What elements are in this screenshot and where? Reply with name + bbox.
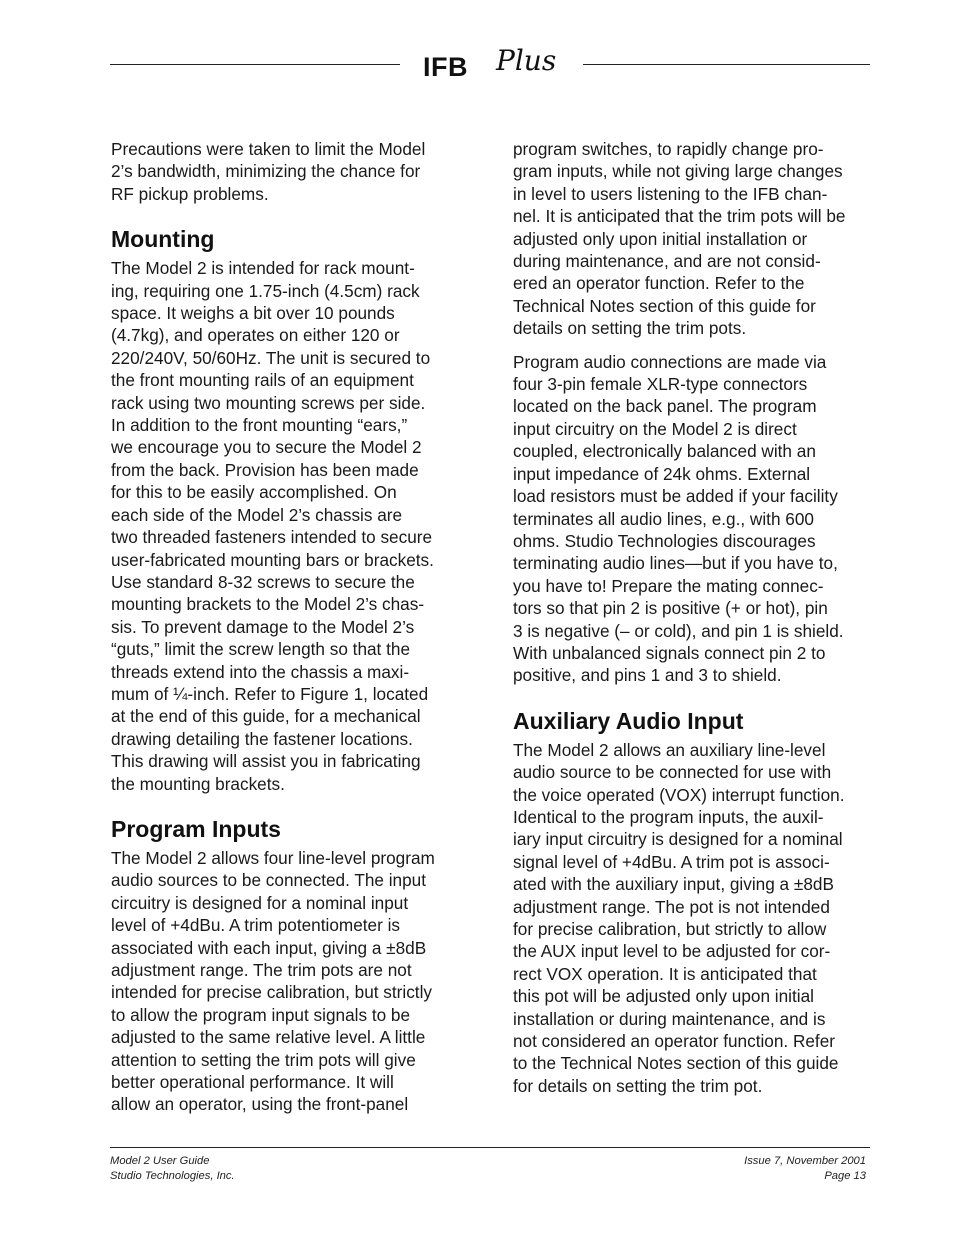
footer-page-number: Page 13 — [824, 1169, 866, 1182]
page-header — [110, 40, 870, 90]
footer-left — [110, 1154, 235, 1183]
mounting-paragraph: The Model 2 is intended for rack mount- ing, requiring one 1.75-inch (4.5cm) rack space. It weighs a bit over 10 pounds (4.7kg), and operates on either 120 or 220/240V, 50/60Hz. The unit is secured to the front mounting rails of an equipment rack using two mounting screws per side. In addition to the front mounting “ears,” we encourage you to secure the Model 2 from the back. Provision has been made for this to be easily accomplished. On each side of the Model 2’s chassis are two threaded fasteners intended to secure user-fabricated mounting bars or brackets. Use standard 8-32 screws to secure the mounting brackets to the Model 2’s chas- sis. To prevent damage to the Model 2’s “guts,” limit the screw length so that the threads extend into the chassis a maxi- mum of ¼-inch. Refer to Figure 1, located at the end of this guide, for a mechanical drawing detailing the fastener locations. This drawing will assist you in fabricating the mounting brackets. — [111, 258, 434, 794]
mounting-heading: Mounting — [111, 226, 215, 253]
header-rule-right — [583, 64, 870, 65]
ifb-plus-logo — [423, 44, 563, 86]
auxiliary-input-paragraph: The Model 2 allows an auxiliary line-level audio source to be connected for use with the voice operated (VOX) interrupt function. Identical to the program inputs, the auxil- iary input circuitry is designed for a nominal signal level of +4dBu. A trim pot is associ- ated with the auxiliary input, giving a ±8dB adjustment range. The pot is not intended for precise calibration, but strictly to allow the AUX input level to be adjusted for cor- rect VOX operation. It is anticipated that this pot will be adjusted only upon initial installation or during maintenance, and is not considered an operator function. Refer to the Technical Notes section of this guide for details on setting the trim pot. — [513, 739, 845, 1096]
footer-company: Studio Technologies, Inc. — [110, 1169, 235, 1182]
left-column — [111, 138, 471, 1116]
footer-right — [744, 1154, 866, 1183]
right-column — [513, 138, 873, 1097]
intro-paragraph: Precautions were taken to limit the Model 2’s bandwidth, minimizing the chance for RF pickup problems. — [111, 139, 426, 204]
auxiliary-input-heading: Auxiliary Audio Input — [513, 707, 744, 734]
program-inputs-heading: Program Inputs — [111, 815, 281, 842]
page-footer — [110, 1147, 870, 1184]
header-rule-left — [110, 64, 400, 65]
program-inputs-continued-paragraph: program switches, to rapidly change pro- gram inputs, while not giving large changes in level to users listening to the IFB chan- nel. It is anticipated that the trim pots will be adjusted only upon initial installation or during maintenance, and are not consid- ered an operator function. Refer to the Technical Notes section of this guide for details on setting the trim pots. — [513, 139, 846, 339]
logo-main-text: IFB — [423, 52, 468, 82]
connections-paragraph: Program audio connections are made via four 3-pin female XLR-type connectors located on the back panel. The program input circuitry on the Model 2 is direct coupled, electronically balanced with an input impedance of 24k ohms. External load resistors must be added if your facility terminates all audio lines, e.g., with 600 ohms. Studio Technologies discourages terminating audio lines—but if you have to, you have to! Prepare the mating connec- tors so that pin 2 is positive (+ or hot), pin 3 is negative (– or cold), and pin 1 is shield. With unbalanced signals connect pin 2 to positive, and pins 1 and 3 to shield. — [513, 351, 844, 686]
program-inputs-paragraph: The Model 2 allows four line-level program audio sources to be connected. The input circuitry is designed for a nominal input level of +4dBu. A trim potentiometer is associated with each input, giving a ±8dB adjustment range. The trim pots are not intended for precise calibration, but strictly to allow the program input signals to be adjusted to the same relative level. A little attention to setting the trim pots will give better operational performance. It will allow an operator, using the front-panel — [111, 847, 435, 1115]
footer-issue: Issue 7, November 2001 — [744, 1155, 866, 1167]
footer-guide-title: Model 2 User Guide — [110, 1155, 210, 1167]
logo-script-text: Plus — [496, 44, 557, 77]
